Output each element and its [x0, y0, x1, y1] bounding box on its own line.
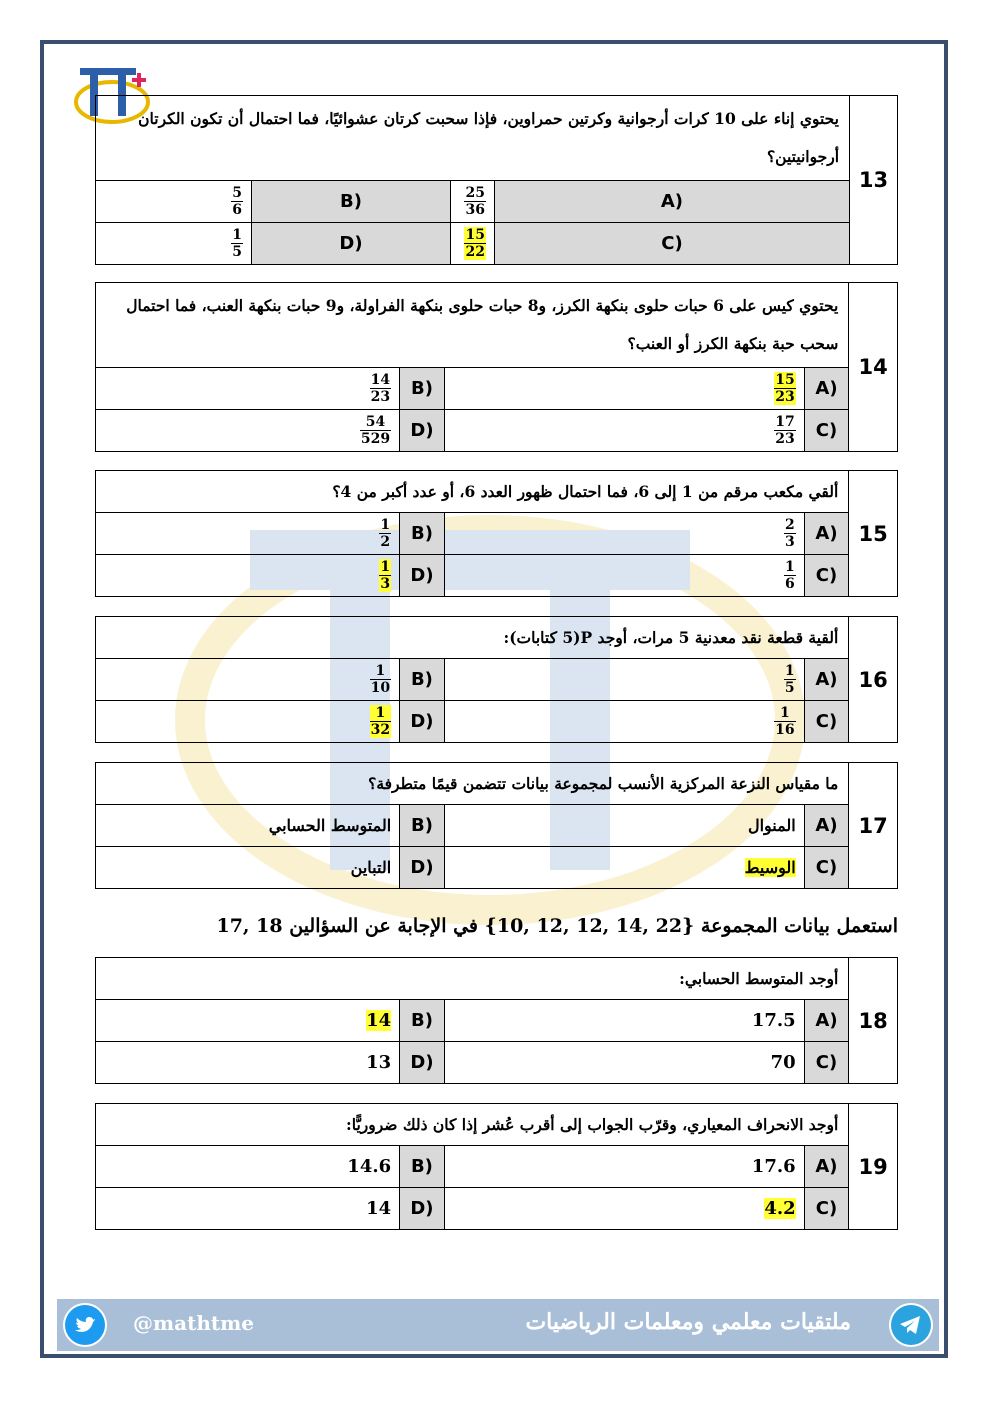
label-a: A)	[804, 513, 849, 555]
label-c: C)	[494, 223, 849, 265]
option-c[interactable]: الوسيط	[444, 847, 804, 889]
option-a[interactable]: 17.6	[444, 1146, 804, 1188]
question-stem: يحتوي كيس على 6 حبات حلوى بنكهة الكرز، و8 حبات حلوى بنكهة الفراولة، و9 حبات بنكهة العنب، فما احتمال سحب حبة بنكهة الكرز أو العنب؟	[96, 283, 849, 368]
question-18	[95, 957, 898, 1084]
label-c: C)	[804, 555, 849, 597]
question-number: 16	[849, 617, 898, 743]
option-a[interactable]: $\frac{25}{36}$	[450, 181, 494, 223]
label-d: D)	[400, 555, 445, 597]
option-b[interactable]: $\frac{1}{10}$	[96, 659, 400, 701]
option-c[interactable]: $\frac{1}{6}$	[444, 555, 804, 597]
label-b: B)	[400, 368, 445, 410]
footer-handle: @mathtme	[133, 1311, 255, 1335]
option-c[interactable]: $\frac{15}{22}$	[450, 223, 494, 265]
question-number: 19	[849, 1104, 898, 1230]
option-c[interactable]: $\frac{1}{16}$	[444, 701, 804, 743]
question-number: 13	[850, 96, 898, 265]
label-d: D)	[400, 410, 445, 452]
question-number: 15	[849, 471, 898, 597]
label-b: B)	[400, 1146, 445, 1188]
option-b[interactable]: 14	[96, 1000, 400, 1042]
label-c: C)	[804, 701, 849, 743]
question-number: 18	[849, 958, 898, 1084]
option-d[interactable]: 13	[96, 1042, 400, 1084]
label-c: C)	[804, 1188, 849, 1230]
label-d: D)	[400, 847, 445, 889]
option-c[interactable]: 4.2	[444, 1188, 804, 1230]
label-d: D)	[400, 701, 445, 743]
question-number: 14	[849, 283, 898, 452]
footer-bar	[57, 1299, 939, 1351]
option-b[interactable]: $\frac{1}{2}$	[96, 513, 400, 555]
question-stem: أوجد المتوسط الحسابي:	[96, 958, 849, 1000]
label-d: D)	[400, 1042, 445, 1084]
option-a[interactable]: $\frac{2}{3}$	[444, 513, 804, 555]
option-a[interactable]: $\frac{15}{23}$	[444, 368, 804, 410]
option-d[interactable]: $\frac{1}{5}$	[96, 223, 252, 265]
option-c[interactable]: $\frac{17}{23}$	[444, 410, 804, 452]
label-b: B)	[400, 513, 445, 555]
option-c[interactable]: 70	[444, 1042, 804, 1084]
question-stem: أوجد الانحراف المعياري، وقرّب الجواب إلى أقرب عُشر إذا كان ذلك ضروريًّا:	[96, 1104, 849, 1146]
question-19	[95, 1103, 898, 1230]
option-d[interactable]: التباين	[96, 847, 400, 889]
label-b: B)	[252, 181, 451, 223]
label-a: A)	[804, 1146, 849, 1188]
footer-title: ملتقيات معلمي ومعلمات الرياضيات	[525, 1309, 851, 1335]
question-stem: ألقي مكعب مرقم من 1 إلى 6، فما احتمال ظهور العدد 6، أو عدد أكبر من 4؟	[96, 471, 849, 513]
label-b: B)	[400, 659, 445, 701]
label-d: D)	[252, 223, 451, 265]
question-17	[95, 762, 898, 889]
label-a: A)	[494, 181, 849, 223]
option-d[interactable]: 14	[96, 1188, 400, 1230]
question-stem: يحتوي إناء على 10 كرات أرجوانية وكرتين حمراوين، فإذا سحبت كرتان عشوائيًا، فما احتمال أن تكون الكرتان أرجوانيتين؟	[96, 96, 850, 181]
label-a: A)	[804, 368, 849, 410]
label-c: C)	[804, 410, 849, 452]
question-13	[95, 95, 898, 265]
question-number: 17	[849, 763, 898, 889]
label-c: C)	[804, 847, 849, 889]
option-b[interactable]: المتوسط الحسابي	[96, 805, 400, 847]
option-a[interactable]: المنوال	[444, 805, 804, 847]
section-heading: استعمل بيانات المجموعة {22 ,14 ,12 ,12 ,10} في الإجابة عن السؤالين 18 ,17	[216, 915, 898, 937]
option-a[interactable]: $\frac{1}{5}$	[444, 659, 804, 701]
question-16	[95, 616, 898, 743]
label-d: D)	[400, 1188, 445, 1230]
question-stem: ما مقياس النزعة المركزية الأنسب لمجموعة بيانات تتضمن قيمًا متطرفة؟	[96, 763, 849, 805]
twitter-icon[interactable]	[63, 1303, 107, 1347]
option-b[interactable]: 14.6	[96, 1146, 400, 1188]
label-a: A)	[804, 1000, 849, 1042]
question-14	[95, 282, 898, 452]
option-b[interactable]: $\frac{14}{23}$	[96, 368, 400, 410]
telegram-icon[interactable]	[889, 1303, 933, 1347]
option-d[interactable]: $\frac{1}{32}$	[96, 701, 400, 743]
question-stem: ألقية قطعة نقد معدنية 5 مرات، أوجد P(5 كتابات):	[96, 617, 849, 659]
label-c: C)	[804, 1042, 849, 1084]
option-d[interactable]: $\frac{1}{3}$	[96, 555, 400, 597]
question-15	[95, 470, 898, 597]
option-a[interactable]: 17.5	[444, 1000, 804, 1042]
option-b[interactable]: $\frac{5}{6}$	[96, 181, 252, 223]
label-a: A)	[804, 659, 849, 701]
label-a: A)	[804, 805, 849, 847]
label-b: B)	[400, 805, 445, 847]
label-b: B)	[400, 1000, 445, 1042]
option-d[interactable]: $\frac{54}{529}$	[96, 410, 400, 452]
